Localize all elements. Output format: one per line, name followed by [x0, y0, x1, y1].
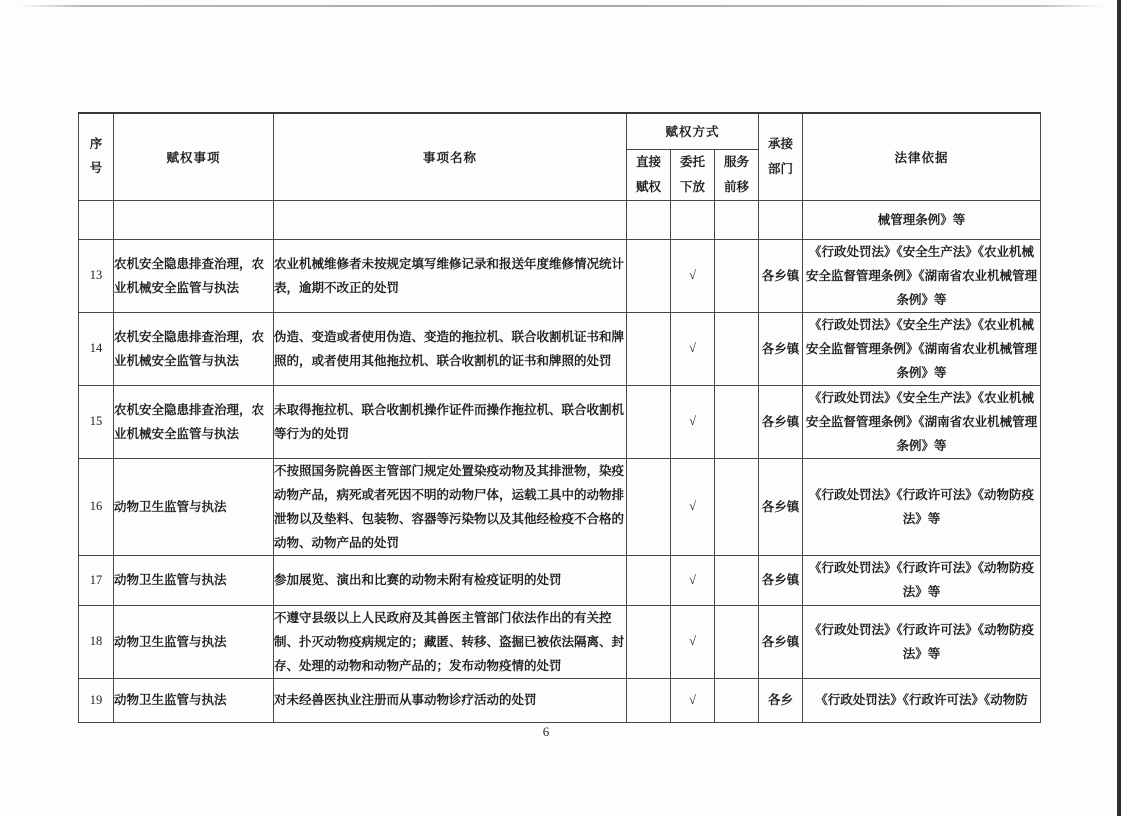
- cell-delegate: √: [671, 239, 715, 312]
- cell-service: [715, 200, 759, 239]
- cell-item: 农业机械维修者未按规定填写维修记录和报送年度维修情况统计表，逾期不改正的处罚: [274, 239, 627, 312]
- table-row-14: [79, 312, 1041, 385]
- header-service: [715, 149, 759, 200]
- cell-direct: [627, 605, 671, 678]
- header-method-group: 赋权方式: [627, 113, 759, 149]
- table-row-continuation: [79, 200, 1041, 239]
- cell-seq: 13: [79, 239, 114, 312]
- scan-artifact-right-edge: [1117, 0, 1121, 816]
- cell-direct: [627, 385, 671, 458]
- table-row-17: [79, 555, 1041, 605]
- cell-service: [715, 605, 759, 678]
- cell-service: [715, 678, 759, 722]
- cell-legal: 《行政处罚法》《行政许可法》《动物防疫法》等: [803, 555, 1041, 605]
- header-item: 事项名称: [274, 113, 627, 200]
- cell-item: 参加展览、演出和比赛的动物未附有检疫证明的处罚: [274, 555, 627, 605]
- cell-matter: 农机安全隐患排查治理，农业机械安全监管与执法: [114, 239, 274, 312]
- cell-service: [715, 239, 759, 312]
- scan-artifact-top-line: [18, 5, 1104, 7]
- cell-legal: 《行政处罚法》《行政许可法》《动物防: [803, 678, 1041, 722]
- cell-seq: 19: [79, 678, 114, 722]
- cell-seq: 15: [79, 385, 114, 458]
- header-seq: [79, 113, 114, 200]
- page-number: 6: [542, 724, 550, 739]
- cell-department: 各乡: [759, 678, 803, 722]
- table-row-15: [79, 385, 1041, 458]
- header-delegate-label: 委托下放: [679, 154, 705, 194]
- cell-matter: 动物卫生监管与执法: [114, 458, 274, 555]
- cell-service: [715, 385, 759, 458]
- header-seq-label: 序号: [89, 137, 103, 175]
- table-row-16: [79, 458, 1041, 555]
- cell-matter: 动物卫生监管与执法: [114, 678, 274, 722]
- cell-seq: 16: [79, 458, 114, 555]
- cell-department: 各乡镇: [759, 385, 803, 458]
- cell-matter: 农机安全隐患排查治理，农业机械安全监管与执法: [114, 312, 274, 385]
- header-direct-label: 直接赋权: [635, 154, 661, 194]
- table-row-18: [79, 605, 1041, 678]
- cell-service: [715, 458, 759, 555]
- cell-delegate: √: [671, 555, 715, 605]
- cell-direct: [627, 200, 671, 239]
- cell-legal: 《行政处罚法》《安全生产法》《农业机械安全监督管理条例》《湖南省农业机械管理条例》等: [803, 239, 1041, 312]
- cell-item: [274, 200, 627, 239]
- cell-department: 各乡镇: [759, 555, 803, 605]
- cell-legal: 《行政处罚法》《行政许可法》《动物防疫法》等: [803, 605, 1041, 678]
- cell-delegate: √: [671, 385, 715, 458]
- cell-direct: [627, 312, 671, 385]
- cell-item: 不遵守县级以上人民政府及其兽医主管部门依法作出的有关控制、扑灭动物疫病规定的；藏匿、转移、盗掘已被依法隔离、封存、处理的动物和动物产品的；发布动物疫情的处罚: [274, 605, 627, 678]
- header-matter: 赋权事项: [114, 113, 274, 200]
- cell-item: 对未经兽医执业注册而从事动物诊疗活动的处罚: [274, 678, 627, 722]
- cell-direct: [627, 678, 671, 722]
- cell-service: [715, 555, 759, 605]
- cell-department: [759, 200, 803, 239]
- cell-delegate: √: [671, 458, 715, 555]
- cell-seq: 18: [79, 605, 114, 678]
- header-department: [759, 113, 803, 200]
- cell-item: 不按照国务院兽医主管部门规定处置染疫动物及其排泄物，染疫动物产品，病死或者死因不明的动物尸体，运载工具中的动物排泄物以及垫料、包装物、容器等污染物以及其他经检疫不合格的动物、动物产品的处罚: [274, 458, 627, 555]
- cell-legal: 《行政处罚法》《安全生产法》《农业机械安全监督管理条例》《湖南省农业机械管理条例》等: [803, 385, 1041, 458]
- cell-seq: [79, 200, 114, 239]
- cell-matter: 动物卫生监管与执法: [114, 555, 274, 605]
- header-service-label: 服务前移: [724, 154, 750, 194]
- header-direct: [627, 149, 671, 200]
- cell-legal: 械管理条例》等: [803, 200, 1041, 239]
- cell-delegate: √: [671, 678, 715, 722]
- cell-department: 各乡镇: [759, 605, 803, 678]
- cell-matter: [114, 200, 274, 239]
- cell-direct: [627, 239, 671, 312]
- header-delegate: [671, 149, 715, 200]
- cell-department: 各乡镇: [759, 458, 803, 555]
- table-row-19: [79, 678, 1041, 722]
- cell-seq: 14: [79, 312, 114, 385]
- cell-legal: 《行政处罚法》《行政许可法》《动物防疫法》等: [803, 458, 1041, 555]
- cell-direct: [627, 458, 671, 555]
- cell-service: [715, 312, 759, 385]
- cell-department: 各乡镇: [759, 239, 803, 312]
- authorization-matters-table: [78, 112, 1041, 723]
- cell-delegate: √: [671, 605, 715, 678]
- cell-department: 各乡镇: [759, 312, 803, 385]
- header-legal: 法律依据: [803, 113, 1041, 200]
- cell-item: 伪造、变造或者使用伪造、变造的拖拉机、联合收割机证书和牌照的，或者使用其他拖拉机、联合收割机的证书和牌照的处罚: [274, 312, 627, 385]
- cell-matter: 农机安全隐患排查治理，农业机械安全监管与执法: [114, 385, 274, 458]
- cell-delegate: √: [671, 312, 715, 385]
- header-department-label: 承接部门: [768, 136, 794, 176]
- cell-item: 未取得拖拉机、联合收割机操作证件而操作拖拉机、联合收割机等行为的处罚: [274, 385, 627, 458]
- cell-direct: [627, 555, 671, 605]
- cell-legal: 《行政处罚法》《安全生产法》《农业机械安全监督管理条例》《湖南省农业机械管理条例》等: [803, 312, 1041, 385]
- cell-seq: 17: [79, 555, 114, 605]
- cell-delegate: [671, 200, 715, 239]
- cell-matter: 动物卫生监管与执法: [114, 605, 274, 678]
- table-row-13: [79, 239, 1041, 312]
